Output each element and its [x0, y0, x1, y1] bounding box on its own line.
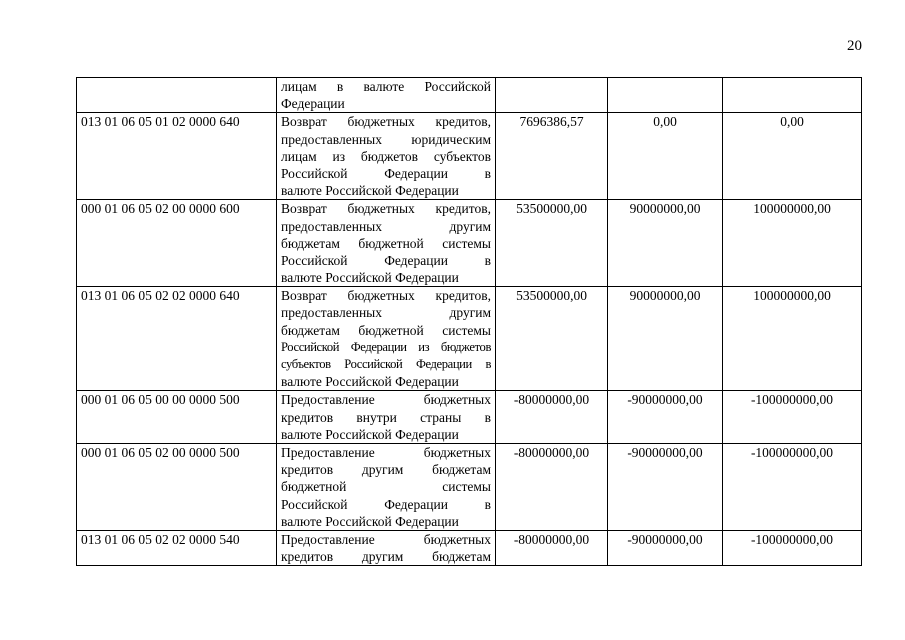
- cell-value-3: -100000000,00: [723, 391, 862, 444]
- cell-value-3: 100000000,00: [723, 287, 862, 391]
- name-line: кредитов другим бюджетам: [281, 462, 491, 478]
- cell-code: 013 01 06 05 01 02 0000 640: [77, 113, 277, 200]
- name-line: бюджетной системы: [281, 479, 491, 495]
- cell-value-2: 90000000,00: [608, 200, 723, 287]
- name-line: Российской Федерации из бюджетов: [281, 339, 491, 354]
- name-line: предоставленных другим: [281, 305, 491, 321]
- name-line: Возврат бюджетных кредитов,: [281, 114, 491, 130]
- name-line: кредитов внутри страны в: [281, 409, 491, 425]
- name-line: валюте Российской Федерации: [281, 374, 459, 390]
- table-row: [77, 530, 862, 565]
- budget-sources-table: [76, 77, 862, 566]
- cell-value-3: [723, 78, 862, 113]
- table-body: [77, 78, 862, 566]
- cell-value-2: -90000000,00: [608, 391, 723, 444]
- name-line: Предоставление бюджетных: [281, 392, 491, 408]
- name-line: бюджетам бюджетной системы: [281, 235, 491, 251]
- table-row: [77, 391, 862, 444]
- name-line: Возврат бюджетных кредитов,: [281, 288, 491, 304]
- name-line: валюте Российской Федерации: [281, 513, 459, 529]
- cell-name: [277, 443, 496, 530]
- cell-name: [277, 78, 496, 113]
- cell-name: [277, 113, 496, 200]
- cell-value-3: 100000000,00: [723, 200, 862, 287]
- cell-value-1: 53500000,00: [496, 200, 608, 287]
- name-line: валюте Российской Федерации: [281, 270, 459, 286]
- name-line: предоставленных другим: [281, 218, 491, 234]
- name-line: Российской Федерации в: [281, 165, 491, 181]
- name-line: Российской Федерации в: [281, 252, 491, 268]
- cell-value-1: -80000000,00: [496, 530, 608, 565]
- name-line: Предоставление бюджетных: [281, 531, 491, 547]
- cell-value-1: -80000000,00: [496, 443, 608, 530]
- cell-value-2: -90000000,00: [608, 443, 723, 530]
- cell-value-2: -90000000,00: [608, 530, 723, 565]
- cell-value-1: [496, 78, 608, 113]
- name-line: кредитов другим бюджетам: [281, 549, 491, 565]
- cell-code: 013 01 06 05 02 02 0000 540: [77, 530, 277, 565]
- cell-name: [277, 391, 496, 444]
- cell-code: 000 01 06 05 02 00 0000 600: [77, 200, 277, 287]
- cell-code: [77, 78, 277, 113]
- table-row: [77, 200, 862, 287]
- cell-name: [277, 530, 496, 565]
- name-line: лицам в валюте Российской: [281, 79, 491, 94]
- name-line: Федерации: [281, 96, 345, 112]
- cell-name: [277, 200, 496, 287]
- cell-code: 013 01 06 05 02 02 0000 640: [77, 287, 277, 391]
- cell-value-1: -80000000,00: [496, 391, 608, 444]
- name-line: предоставленных юридическим: [281, 131, 491, 147]
- cell-value-1: 53500000,00: [496, 287, 608, 391]
- cell-value-3: 0,00: [723, 113, 862, 200]
- name-line: Возврат бюджетных кредитов,: [281, 201, 491, 217]
- name-line: бюджетам бюджетной системы: [281, 322, 491, 338]
- name-line: валюте Российской Федерации: [281, 426, 459, 442]
- name-line: субъектов Российской Федерации в: [281, 357, 491, 371]
- cell-value-1: 7696386,57: [496, 113, 608, 200]
- table-row: [77, 113, 862, 200]
- page-number: 20: [847, 38, 862, 54]
- name-line: Предоставление бюджетных: [281, 444, 491, 460]
- name-line: валюте Российской Федерации: [281, 183, 459, 199]
- cell-code: 000 01 06 05 02 00 0000 500: [77, 443, 277, 530]
- cell-code: 000 01 06 05 00 00 0000 500: [77, 391, 277, 444]
- table-row: [77, 287, 862, 391]
- cell-value-2: [608, 78, 723, 113]
- cell-value-3: -100000000,00: [723, 443, 862, 530]
- name-line: Российской Федерации в: [281, 496, 491, 512]
- table-row: [77, 78, 862, 113]
- table-row: [77, 443, 862, 530]
- name-line: лицам из бюджетов субъектов: [281, 148, 491, 164]
- cell-value-3: -100000000,00: [723, 530, 862, 565]
- cell-name: [277, 287, 496, 391]
- cell-value-2: 0,00: [608, 113, 723, 200]
- cell-value-2: 90000000,00: [608, 287, 723, 391]
